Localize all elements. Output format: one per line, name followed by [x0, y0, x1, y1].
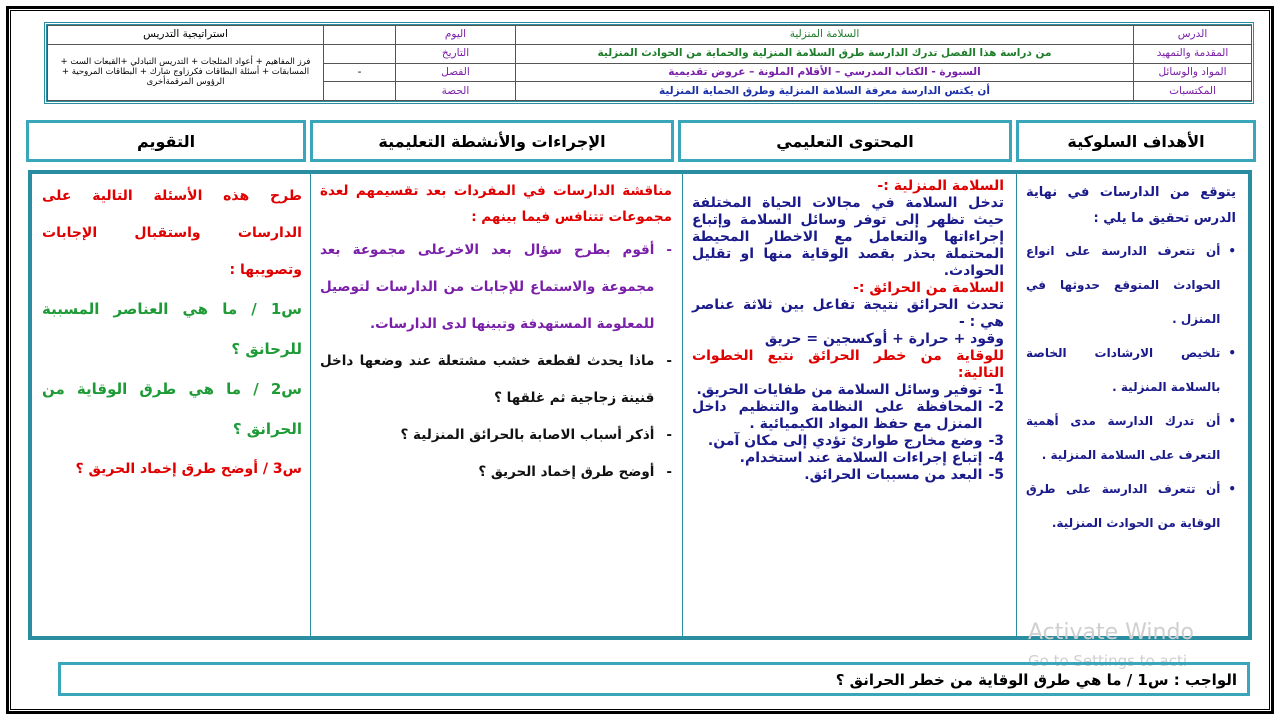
- list-item: [692, 433, 1004, 450]
- period-label: الحصة: [396, 82, 516, 101]
- outcomes-value: أن يكتس الدارسة معرفة السلامة المنزلية وطرق الحماية المنزلية: [516, 82, 1134, 101]
- list-item: [692, 450, 1004, 467]
- content-title-2: السلامة من الحرائق :-: [853, 280, 1004, 296]
- step-text: توفير وسائل السلامة من طفايات الحريق.: [696, 382, 983, 398]
- strategy-label: استراتيجية التدريس: [48, 26, 324, 45]
- materials-value: السبورة - الكتاب المدرسي – الأقلام الملونة – عروض تقديمية: [516, 63, 1134, 82]
- content-header: المحتوى التعليمي: [678, 120, 1012, 162]
- intro-label: المقدمة والتمهيد: [1134, 44, 1252, 63]
- lesson-label: الدرس: [1134, 26, 1252, 45]
- list-item: [1026, 336, 1236, 404]
- homework-box: الواجب : س1 / ما هي طرق الوقاية من خطر الحرانق ؟: [58, 662, 1250, 696]
- activity-text: أقوم بطرح سؤال بعد الاخرعلى مجموعة بعد مجموعة والاستماع للإجابات من الدارسات لتوصيل للمعلومة المستهدفة وتبينها لدى الدارسات.: [320, 242, 655, 332]
- list-item: [320, 343, 672, 417]
- objective-text: أن تدرك الدارسة مدى أهمية التعرف على السلامة المنزلية .: [1026, 414, 1221, 462]
- dash-icon: -: [666, 242, 672, 258]
- objective-text: تلخيص الارشادات الخاصة بالسلامة المنزلية .: [1026, 346, 1221, 394]
- objectives-intro: يتوقع من الدارسات في نهاية الدرس تحقيق ما يلي :: [1026, 185, 1236, 226]
- list-item: [320, 454, 672, 491]
- step-number: 2-: [988, 399, 1004, 415]
- day-value: [324, 26, 396, 45]
- lesson-value: السلامة المنزلية: [516, 26, 1134, 45]
- bullet-icon: •: [1228, 244, 1236, 258]
- content-title-1: السلامة المنزلية :-: [877, 178, 1004, 194]
- objective-text: أن تتعرف الدارسة على طرق الوقاية من الحوادث المنزلية.: [1026, 482, 1221, 530]
- intro-value: من دراسة هذا الفصل تدرك الدارسة طرق السلامة المنزلية والحماية من الحوادث المنزلية: [516, 44, 1134, 63]
- question-text: ماذا يحدث لقطعة خشب مشتعلة عند وضعها داخل قنينة زجاجية ثم غلقها ؟: [320, 353, 655, 406]
- bullet-icon: •: [1228, 482, 1236, 496]
- strategy-value: فرز المفاهيم + أعواد المثلجات + التدريس التبادلي +القبعات الست + المسابقات + أسئلة البطاقات فكرزاوج شارك + البطاقات المروحية + الرؤوس المرقمةأخرى: [48, 44, 324, 100]
- step-text: وضع مخارج طوارئ تؤدي إلى مكان آمن.: [707, 433, 983, 449]
- list-item: [692, 399, 1004, 433]
- list-item: [320, 417, 672, 454]
- evaluation-header: التقويم: [26, 120, 306, 162]
- outcomes-label: المكتسبات: [1134, 82, 1252, 101]
- step-text: البعد من مسببات الحرائق.: [804, 467, 983, 483]
- class-label: الفصل: [396, 63, 516, 82]
- step-number: 4-: [988, 450, 1004, 466]
- procedures-intro: مناقشة الدارسات في المفردات بعد تقسيمهم لعدة مجموعات تتنافس فيما بينهم :: [320, 183, 672, 225]
- step-number: 5-: [988, 467, 1004, 483]
- lesson-info-table: [44, 22, 1254, 104]
- activation-watermark-subtitle: Go to Settings to acti: [1028, 652, 1188, 670]
- list-item: [692, 467, 1004, 484]
- step-text: المحافظة على النظامة والتنظيم داخل المنزل مع حفظ المواد الكيميائية .: [692, 399, 983, 432]
- list-item: [1026, 404, 1236, 472]
- list-item: [692, 382, 1004, 399]
- content-paragraph-1: تدخل السلامة في مجالات الحياة المختلفة حيث تظهر إلى توفر وسائل السلامة وإتباع إجراءاتها والتعامل مع الاخطار المحيطة المحتملة بحذر بقصد الوقاية منها او تقليل الحوادث.: [692, 195, 1004, 279]
- dash-icon: -: [666, 427, 672, 443]
- fire-formula: وقود + حرارة + أوكسجين = حريق: [764, 331, 1004, 347]
- step-number: 3-: [988, 433, 1004, 449]
- step-number: 1-: [988, 382, 1004, 398]
- step-text: إتباع إجراءات السلامة عند استخدام.: [739, 450, 983, 466]
- bullet-icon: •: [1228, 346, 1236, 360]
- column-divider: [310, 174, 311, 636]
- period-value: [324, 82, 396, 101]
- list-item: [1026, 472, 1236, 540]
- question-text: أذكر أسباب الاصابة بالحرائق المنزلية ؟: [400, 427, 655, 443]
- procedures-column: [312, 174, 680, 636]
- evaluation-question-1: س1 / ما هي العناصر المسببة للرحانق ؟: [42, 300, 302, 358]
- date-label: التاريخ: [396, 44, 516, 63]
- date-value: [324, 44, 396, 63]
- evaluation-question-2: س2 / ما هي طرق الوقاية من الحرانق ؟: [42, 380, 302, 438]
- materials-label: المواد والوسائل: [1134, 63, 1252, 82]
- bullet-icon: •: [1228, 414, 1236, 428]
- content-paragraph-2: تحدث الحرائق نتيجة تفاعل بين ثلاثة عناصر هي : -: [692, 297, 1004, 330]
- evaluation-question-3: س3 / أوضح طرق إخماد الحريق ؟: [75, 461, 302, 477]
- activation-watermark-title: Activate Windo: [1028, 620, 1194, 645]
- objective-text: أن تتعرف الدارسة على انواع الحوادث المتوقع حدوثها في المنزل .: [1026, 244, 1221, 326]
- objectives-column: [1018, 174, 1242, 636]
- column-divider: [1016, 174, 1017, 636]
- dash-icon: -: [666, 353, 672, 369]
- day-label: اليوم: [396, 26, 516, 45]
- question-text: أوضح طرق إخماد الحريق ؟: [478, 464, 655, 480]
- list-item: [1026, 234, 1236, 336]
- procedures-header: الإجراءات والأنشطة التعليمية: [310, 120, 674, 162]
- column-divider: [682, 174, 683, 636]
- evaluation-column: [34, 174, 308, 636]
- content-column: [684, 174, 1014, 636]
- content-title-3: للوقاية من خطر الحرائق نتبع الخطوات التالية:: [692, 348, 1004, 381]
- evaluation-intro: طرح هذه الأسئلة التالية على الدارسات واستقبال الإجابات وتصويبها :: [42, 188, 302, 278]
- dash-icon: -: [666, 464, 672, 480]
- class-value: -: [324, 63, 396, 82]
- objectives-header: الأهداف السلوكية: [1016, 120, 1256, 162]
- list-item: [320, 232, 672, 343]
